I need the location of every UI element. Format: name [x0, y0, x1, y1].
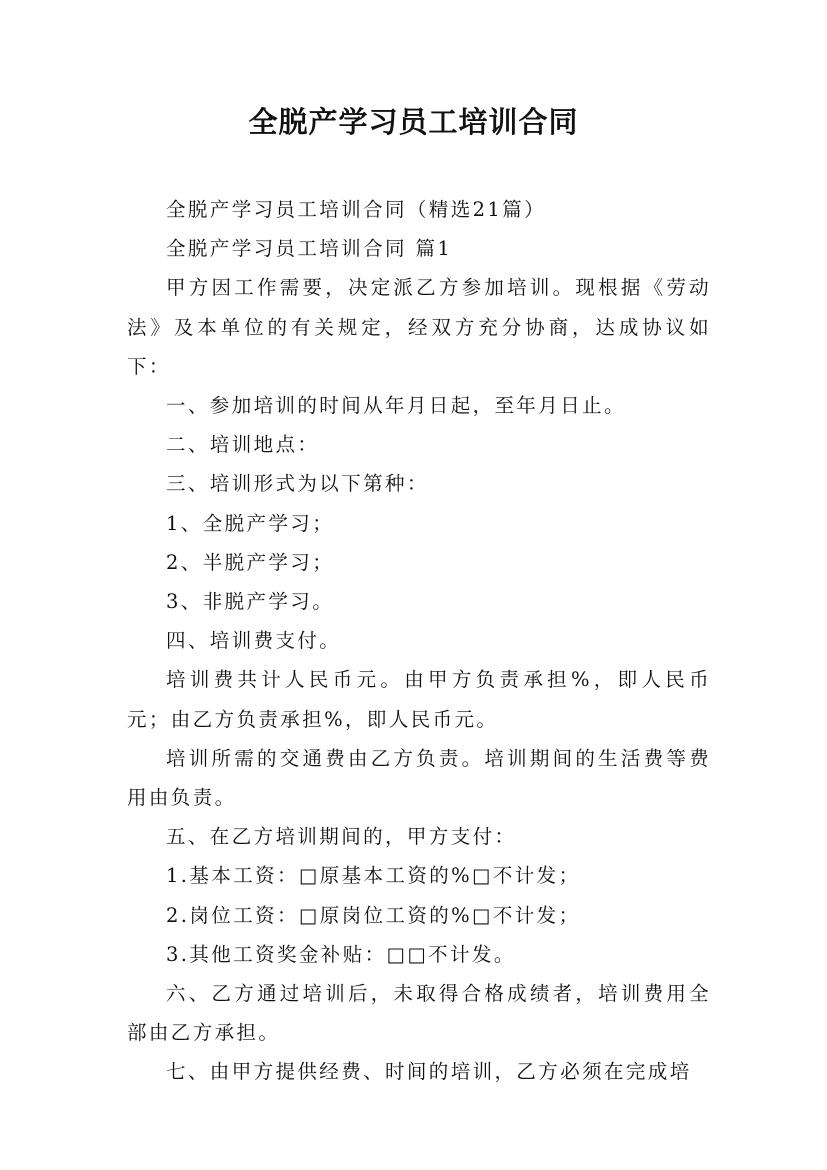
- paragraph-clause-1: 一、参加培训的时间从年月日起，至年月日止。: [166, 394, 626, 418]
- paragraph-clause-4: 四、培训费支付。: [166, 629, 342, 653]
- paragraph-intro: 甲方因工作需要，决定派乙方参加培训。现根据《劳动法》及本单位的有关规定，经双方充分协商，达成协议如下：: [127, 276, 711, 378]
- paragraph-basic-wage: 1.基本工资：□原基本工资的%□不计发；: [166, 864, 581, 888]
- paragraph-option-1: 1、全脱产学习；: [166, 511, 335, 535]
- document-body: [127, 190, 711, 1092]
- paragraph-clause-7: 七、由甲方提供经费、时间的培训，乙方必须在完成培: [166, 1060, 692, 1084]
- paragraph-section-heading: 全脱产学习员工培训合同 篇1: [166, 237, 453, 261]
- paragraph-clause-2: 二、培训地点：: [166, 433, 320, 457]
- paragraph-fee-split: 培训费共计人民币元。由甲方负责承担%，即人民币元；由乙方负责承担%，即人民币元。: [127, 668, 711, 731]
- paragraph-clause-3: 三、培训形式为以下第种：: [166, 472, 429, 496]
- paragraph-clause-5: 五、在乙方培训期间的，甲方支付：: [166, 825, 517, 849]
- paragraph-option-3: 3、非脱产学习。: [166, 590, 335, 614]
- paragraph-post-wage: 2.岗位工资：□原岗位工资的%□不计发；: [166, 903, 581, 927]
- document-title: 全脱产学习员工培训合同: [248, 105, 579, 139]
- paragraph-other-wage: 3.其他工资奖金补贴：□□不计发。: [166, 942, 516, 966]
- paragraph-option-2: 2、半脱产学习；: [166, 550, 335, 574]
- paragraph-transport-fee: 培训所需的交通费由乙方负责。培训期间的生活费等费用由负责。: [127, 746, 711, 810]
- paragraph-collection-heading: 全脱产学习员工培训合同（精选21篇）: [166, 198, 547, 221]
- paragraph-clause-6: 六、乙方通过培训后，未取得合格成绩者，培训费用全部由乙方承担。: [127, 982, 711, 1045]
